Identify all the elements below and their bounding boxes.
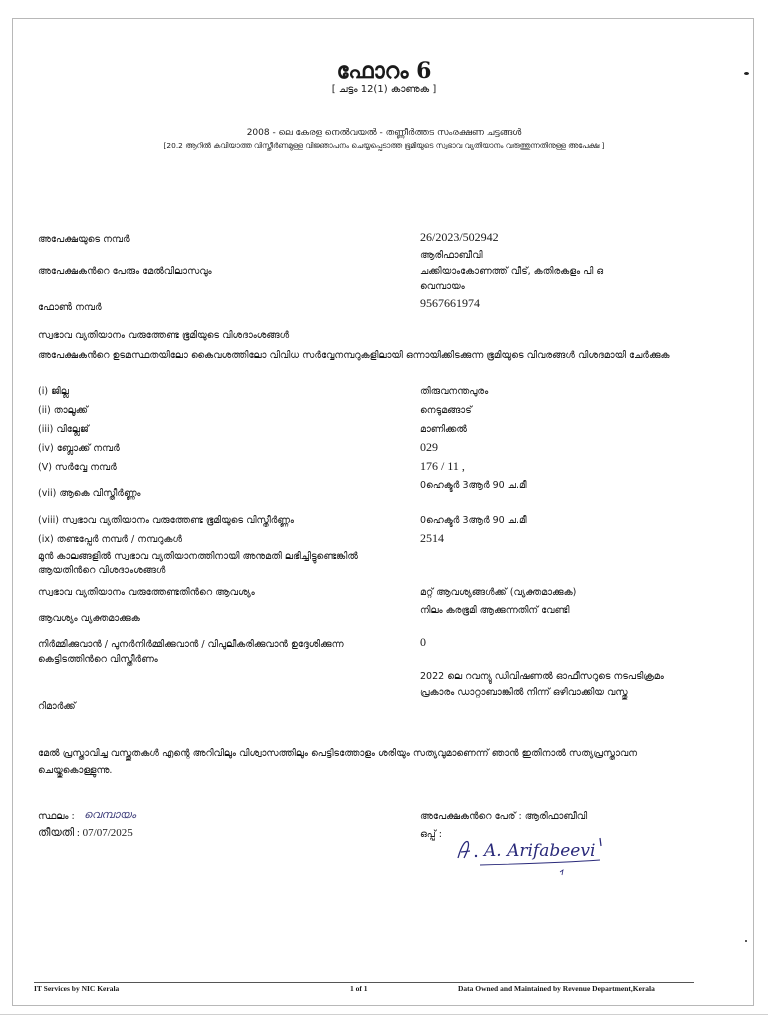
total-area-value: 0ഹെക്ടർ 3ആർ 90 ച.മീ bbox=[420, 480, 527, 491]
applicant-name-value: ആരിഫാബീവി bbox=[420, 250, 483, 261]
district-label: (i) ജില്ല bbox=[38, 386, 69, 397]
survey-label: (V) സർവ്വേ നമ്പർ bbox=[38, 462, 117, 473]
district-value: തിരുവനന്തപുരം bbox=[420, 386, 489, 397]
footer-rule bbox=[34, 982, 694, 983]
previous-permission-label: മുൻ കാലങ്ങളിൽ സ്വഭാവ വ്യതിയാനത്തിനായി അനുമതി ലഭിച്ചിട്ടുണ്ടെങ്കിൽ ആയതിൻറെ വിശദാംശങ്ങൾ bbox=[38, 551, 358, 576]
village-value: മാണിക്കൽ bbox=[420, 424, 467, 435]
scan-speck bbox=[744, 72, 749, 75]
survey-value: 176 / 11 , bbox=[420, 459, 465, 473]
purpose-specify-label: ആവശ്യം വ്യക്തമാക്കുക bbox=[38, 613, 140, 624]
phone-value: 9567661974 bbox=[420, 296, 480, 310]
purpose-value: മറ്റ് ആവശ്യങ്ങൾക്ക് (വ്യക്തമാക്കുക) bbox=[420, 587, 577, 598]
declaration-text: മേൽ പ്രസ്താവിച്ച വസ്തുതകൾ എന്റെ അറിവിലും വിശ്വാസത്തിലും പെട്ടിടത്തോളം ശരിയും സത്യവുമാണെന്ന് ഞാൻ ഇതിനാൽ സത്യപ്രസ്താവന ചെയ്തുകൊള്ളുന്നു. bbox=[38, 748, 638, 776]
village-label: (iii) വില്ലേജ് bbox=[38, 424, 89, 435]
applicant-address-value: ചക്കിയാംകോണത്ത് വീട്, കതിരകളം പി ഒ bbox=[420, 266, 604, 277]
block-label: (iv) ബ്ലോക്ക് നമ്പർ bbox=[38, 443, 120, 454]
date-line: തീയതി : 07/07/2025 bbox=[38, 827, 133, 839]
signature-image bbox=[450, 830, 620, 878]
building-area-value: 0 bbox=[420, 635, 426, 649]
signature-text: A. Arifabeevi bbox=[484, 841, 596, 861]
block-value: 029 bbox=[420, 440, 438, 454]
rule-reference: [ ചട്ടം 12(1) കാണുക ] bbox=[331, 84, 437, 95]
form-title: ഫോറം 6 bbox=[336, 58, 432, 84]
total-area-label: (vii) ആകെ വിസ്തീർണ്ണം bbox=[38, 488, 141, 499]
thandaper-label: (ix) തണ്ടപ്പേർ നമ്പർ / നമ്പറുകൾ bbox=[38, 534, 183, 545]
land-details-heading: സ്വഭാവ വ്യതിയാനം വരുത്തേണ്ട ഭൂമിയുടെ വിശദാംശങ്ങൾ bbox=[38, 330, 290, 341]
purpose-label: സ്വഭാവ വ്യതിയാനം വരുത്തേണ്ടതിൻറെ ആവശ്യം bbox=[38, 587, 255, 598]
applicant-name-signoff: അപേക്ഷകൻറെ പേര് : ആരിഫാബീവി bbox=[420, 811, 588, 822]
conversion-area-value: 0ഹെക്ടർ 3ആർ 90 ച.മീ bbox=[420, 515, 527, 526]
applicant-place-value: വെമ്പായം bbox=[420, 281, 465, 292]
scan-speck bbox=[745, 940, 747, 942]
place-label: സ്ഥലം : bbox=[38, 811, 75, 822]
signature-label: ഒപ്പ് : bbox=[420, 829, 442, 840]
application-number-label: അപേക്ഷയുടെ നമ്പർ bbox=[38, 234, 130, 245]
taluk-label: (ii) താലൂക്ക് bbox=[38, 405, 88, 416]
page-frame bbox=[12, 18, 754, 1006]
building-area-label: നിർമ്മിക്കുവാൻ / പുനർനിർമ്മിക്കുവാൻ / വിപുലീകരിക്കുവാൻ ഉദ്ദേശിക്കുന്ന കെട്ടിടത്തിൻറെ വിസ്തീർണം bbox=[38, 639, 344, 665]
phone-label: ഫോൺ നമ്പർ bbox=[38, 302, 102, 313]
place-value-handwritten: വെമ്പായം bbox=[84, 808, 136, 821]
conversion-area-label: (viii) സ്വഭാവ വ്യതിയാനം വരുത്തേണ്ട ഭൂമിയുടെ വിസ്തീർണ്ണം bbox=[38, 515, 294, 526]
footer-page-count: 1 of 1 bbox=[350, 984, 368, 993]
subject-line: [20.2 ആറിൽ കവിയാത്ത വിസ്തീർണമുള്ള വിജ്ഞാപനം ചെയ്യപ്പെടാത്ത ഭൂമിയുടെ സ്വഭാവ വ്യതിയാനം വരുത്തുന്നതിനുള്ള അപേക്ഷ ] bbox=[163, 141, 605, 150]
taluk-value: നെടുമങ്ങാട് bbox=[420, 405, 472, 416]
application-number-value: 26/2023/502942 bbox=[420, 230, 499, 244]
footer-left: IT Services by NIC Kerala bbox=[34, 984, 120, 993]
applicant-label: അപേക്ഷകൻറെ പേരും മേൽവിലാസവും bbox=[38, 266, 212, 277]
thandaper-value: 2514 bbox=[420, 531, 444, 545]
scan-edge-line bbox=[0, 1014, 768, 1015]
footer-right: Data Owned and Maintained by Revenue Department,Kerala bbox=[458, 984, 655, 993]
remarks-value: 2022 ലെ റവന്യു ഡിവിഷണൽ ഓഫീസറുടെ നടപടിക്രമം പ്രകാരം ഡാറ്റാബാങ്കിൽ നിന്ന് ഒഴിവാക്കിയ വസ്തു bbox=[420, 671, 664, 698]
land-details-description: അപേക്ഷകൻറെ ഉടമസ്ഥതയിലോ കൈവശത്തിലോ വിവിധ സർവ്വേനമ്പറുകളിലായി ഒന്നായിക്കിടക്കുന്ന ഭൂമിയുടെ വിവരങ്ങൾ വിശദമായി ചേർക്കുക bbox=[38, 350, 670, 361]
act-line: 2008 - ലെ കേരള നെൽവയൽ - തണ്ണീർത്തട സംരക്ഷണ ചട്ടങ്ങൾ bbox=[246, 128, 522, 138]
purpose-specify-value: നിലം കരഭൂമി ആക്കുന്നതിന് വേണ്ടി bbox=[420, 605, 570, 616]
remarks-label: റിമാർക്ക് bbox=[38, 701, 76, 712]
